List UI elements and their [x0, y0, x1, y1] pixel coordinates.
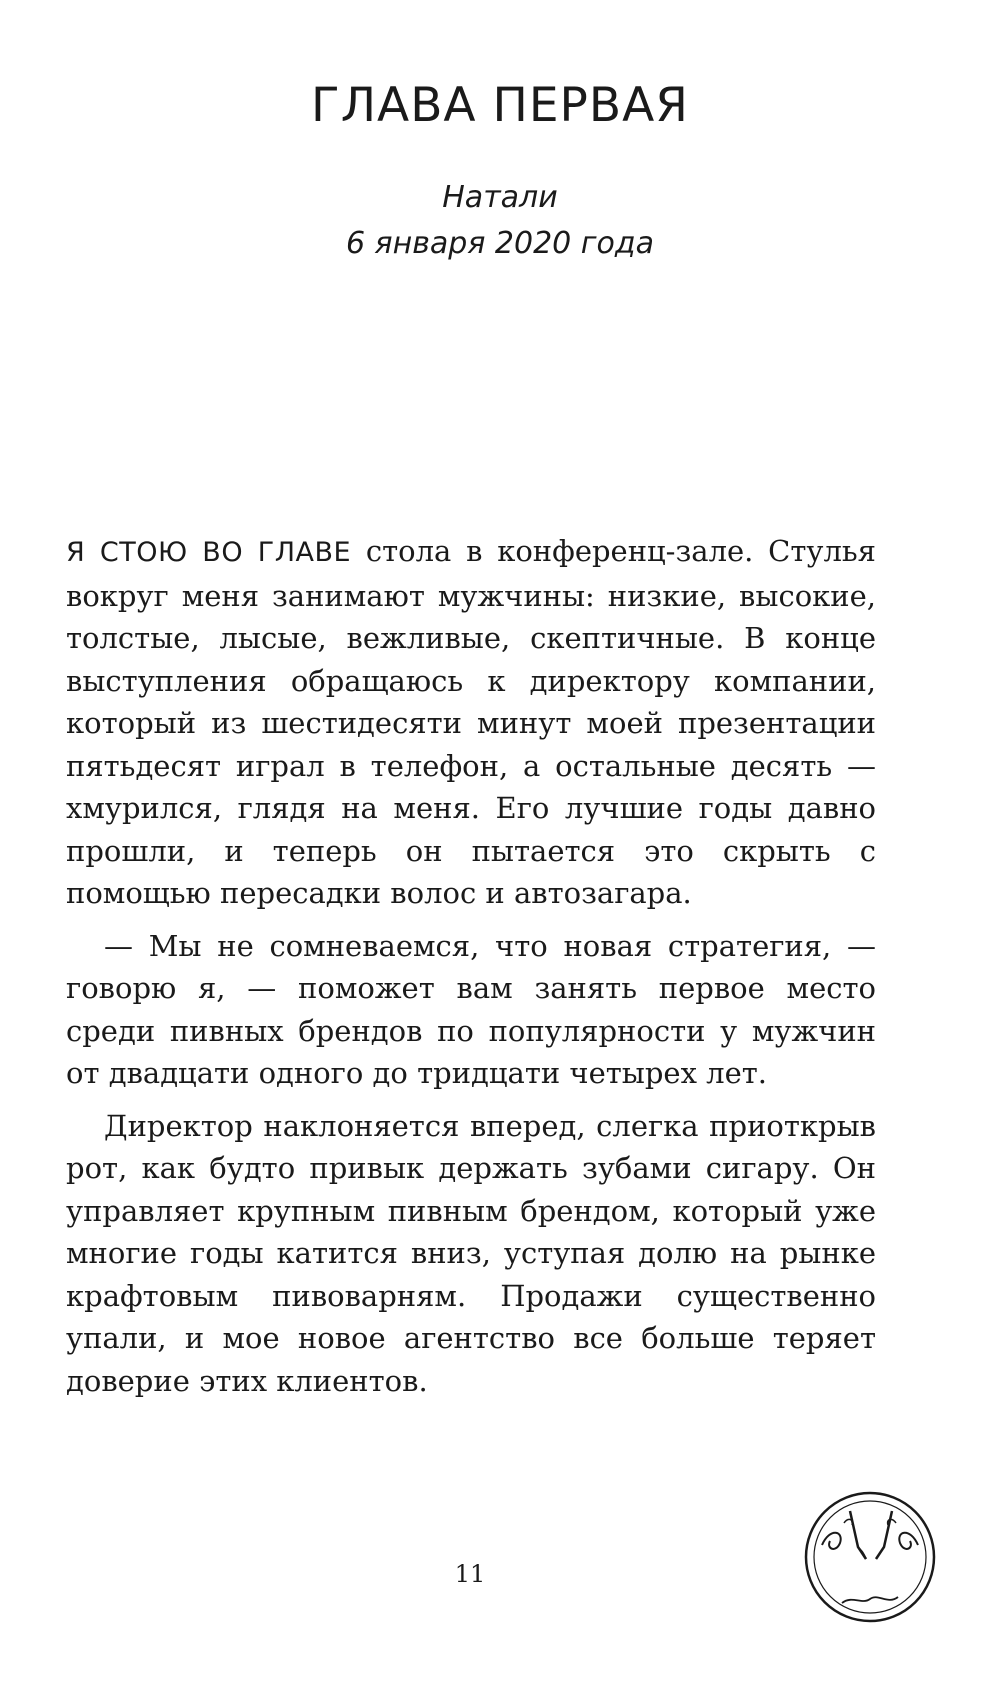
page-number: 11: [454, 1560, 486, 1588]
paragraph-1-text: стола в конференц-зале. Стулья вокруг меня занимают мужчины: низкие, высокие, толстые, лысые, вежливые, скептичные. В конце выступления обращаюсь к директору компании, который из шестидесяти минут моей презентации пятьдесят играл в телефон, а остальные десять — хмурился, глядя на меня. Его лучшие годы давно прошли, и теперь он пытается это скрыть с помощью пересадки волос и автозагара.: [66, 534, 876, 910]
chapter-title: ГЛАВА ПЕРВАЯ: [311, 78, 689, 133]
paragraph-1: [66, 530, 876, 915]
publisher-seal-icon: [800, 1487, 940, 1627]
chapter-date: 6 января 2020 года: [345, 226, 655, 261]
chapter-narrator: Натали: [442, 180, 558, 215]
lead-small-caps: Я СТОЮ ВО ГЛАВЕ: [66, 537, 352, 568]
paragraph-2: — Мы не сомневаемся, что новая стратегия, — говорю я, — поможет вам занять первое место среди пивных брендов по популярности у мужчин от двадцати одного до тридцати четырех лет.: [66, 928, 876, 1090]
paragraph-3: Директор наклоняется вперед, слегка приоткрыв рот, как будто привык держать зубами сигару. Он управляет крупным пивным брендом, который уже многие годы катится вниз, уступая долю на рынке крафтовым пивоварням. Продажи существенно упали, и мое новое агентство все больше теряет доверие этих клиентов.: [66, 1108, 876, 1398]
chapter-body: [66, 530, 876, 1402]
